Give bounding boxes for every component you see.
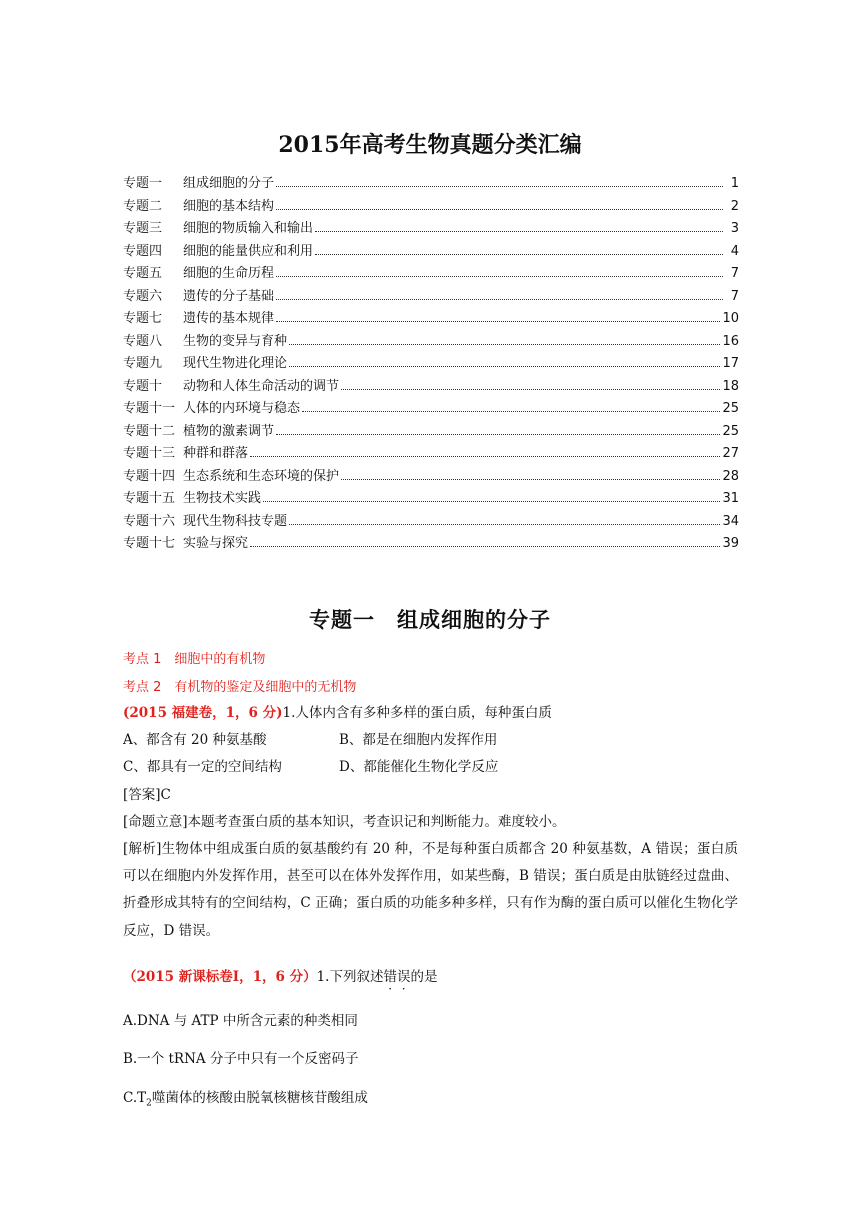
toc-leader-dots <box>276 275 723 277</box>
toc-entry-page: 25 <box>722 423 739 439</box>
toc-entry-title: 遗传的基本规律 <box>183 311 275 326</box>
question-1 <box>123 700 738 945</box>
toc-leader-dots <box>341 478 720 480</box>
toc-entry-title: 现代生物科技专题 <box>183 513 288 529</box>
toc-entry[interactable] <box>123 352 739 375</box>
toc-entry-number: 专题六 <box>123 288 163 304</box>
toc-entry[interactable] <box>123 330 739 353</box>
toc-entry-number: 专题十一 <box>123 401 176 416</box>
kaodian-2: 考点 2 有机物的鉴定及细胞中的无机物 <box>123 680 357 695</box>
toc-entry-title: 生态系统和生态环境的保护 <box>183 468 340 484</box>
toc-entry[interactable] <box>123 217 739 240</box>
toc-entry-page: 7 <box>730 266 739 281</box>
toc-entry-title: 生物的变异与育种 <box>183 333 288 349</box>
toc-leader-dots <box>276 208 723 210</box>
toc-entry[interactable] <box>123 195 739 218</box>
option-a: A、都含有 20 种氨基酸 <box>123 732 267 749</box>
toc-entry-page: 27 <box>722 446 739 461</box>
toc-entry-page: 4 <box>730 243 739 259</box>
toc-leader-dots <box>289 343 720 345</box>
toc-leader-dots <box>263 500 720 502</box>
toc-entry-number: 专题五 <box>123 266 163 281</box>
toc-entry-title: 细胞的生命历程 <box>183 266 275 281</box>
toc-entry-page: 17 <box>722 356 739 371</box>
answer: [答案]C <box>123 786 171 803</box>
question-2-stem <box>123 965 437 985</box>
toc-entry-title: 生物技术实践 <box>183 491 262 506</box>
toc-entry[interactable] <box>123 510 739 533</box>
toc-entry-number: 专题十三 <box>123 446 176 461</box>
options-row-1 <box>123 727 738 754</box>
toc-leader-dots <box>315 253 723 255</box>
toc-entry-page: 25 <box>722 401 739 416</box>
option-c-text: 噬菌体的核酸由脱氧核糖核苷酸组成 <box>151 1090 368 1106</box>
toc-entry-number: 专题四 <box>123 243 163 259</box>
emphasis-char-2: 误 <box>396 969 411 985</box>
toc-entry-title: 人体的内环境与稳态 <box>183 401 301 416</box>
toc-entry-title: 种群和群落 <box>183 446 249 461</box>
toc-entry[interactable] <box>123 375 739 398</box>
toc-entry[interactable] <box>123 172 739 195</box>
toc-entry-page: 2 <box>730 198 739 214</box>
document-title: 2015年高考生物真题分类汇编 <box>278 132 582 158</box>
options-row-2 <box>123 754 738 781</box>
toc-leader-dots <box>302 410 720 412</box>
toc-entry-title: 细胞的能量供应和利用 <box>183 243 314 259</box>
toc-entry-number: 专题十 <box>123 378 163 394</box>
toc-leader-dots <box>250 545 720 547</box>
question-1-stem <box>123 700 738 727</box>
toc-leader-dots <box>250 455 720 457</box>
kaodian-1: 考点 1 细胞中的有机物 <box>123 652 266 667</box>
toc-entry-number: 专题七 <box>123 311 163 326</box>
toc-entry-page: 28 <box>722 468 739 484</box>
toc-entry[interactable] <box>123 487 739 510</box>
table-of-contents <box>123 172 739 555</box>
toc-leader-dots <box>276 185 723 187</box>
toc-leader-dots <box>276 320 720 322</box>
section-title: 专题一 组成细胞的分子 <box>309 607 551 632</box>
toc-entry-page: 3 <box>730 221 739 236</box>
option-c: C、都具有一定的空间结构 <box>123 759 282 776</box>
toc-entry[interactable] <box>123 442 739 465</box>
toc-entry-title: 实验与探究 <box>183 536 249 551</box>
toc-entry[interactable] <box>123 240 739 263</box>
toc-entry-title: 遗传的分子基础 <box>183 288 275 304</box>
question-2-text-pre: 1.下列叙述 <box>316 969 384 985</box>
toc-entry-title: 细胞的物质输入和输出 <box>183 221 314 236</box>
option-d: D、都能催化生物化学反应 <box>339 759 499 776</box>
emphasis-char-1: 错 <box>383 969 397 985</box>
toc-leader-dots <box>289 365 720 367</box>
toc-entry-page: 7 <box>730 288 739 304</box>
question-2-option-a: A.DNA 与 ATP 中所含元素的种类相同 <box>123 1013 358 1029</box>
toc-entry-page: 34 <box>722 513 739 529</box>
question-2-option-b: B.一个 tRNA 分子中只有一个反密码子 <box>123 1051 359 1067</box>
toc-entry-number: 专题九 <box>123 356 163 371</box>
question-2-option-c <box>123 1086 368 1109</box>
toc-entry[interactable] <box>123 420 739 443</box>
toc-entry-page: 1 <box>730 176 739 191</box>
toc-leader-dots <box>276 298 723 300</box>
toc-entry-title: 细胞的基本结构 <box>183 198 275 214</box>
toc-entry[interactable] <box>123 465 739 488</box>
toc-entry[interactable] <box>123 532 739 555</box>
toc-entry-number: 专题八 <box>123 333 163 349</box>
option-c-subscript: 2 <box>146 1098 152 1109</box>
toc-entry[interactable] <box>123 262 739 285</box>
toc-entry-number: 专题十四 <box>123 468 176 484</box>
toc-entry-page: 10 <box>722 311 739 326</box>
toc-entry-number: 专题三 <box>123 221 163 236</box>
question-1-text: 1.人体内含有多种多样的蛋白质，每种蛋白质 <box>282 705 552 721</box>
toc-entry[interactable] <box>123 307 739 330</box>
question-2-text-post: 的是 <box>410 969 438 985</box>
toc-entry-page: 18 <box>722 378 739 394</box>
toc-entry-number: 专题一 <box>123 176 163 191</box>
toc-entry-page: 16 <box>722 333 739 349</box>
toc-leader-dots <box>276 433 720 435</box>
toc-entry-number: 专题十二 <box>123 423 176 439</box>
toc-leader-dots <box>315 230 723 232</box>
toc-entry-number: 专题十五 <box>123 491 176 506</box>
option-c-prefix: C.T <box>123 1090 147 1106</box>
toc-entry-number: 专题二 <box>123 198 163 214</box>
toc-entry[interactable] <box>123 285 739 308</box>
toc-leader-dots <box>289 523 720 525</box>
option-b: B、都是在细胞内发挥作用 <box>339 732 498 749</box>
toc-entry-title: 现代生物进化理论 <box>183 356 288 371</box>
toc-leader-dots <box>341 388 720 390</box>
analysis: [解析]生物体中组成蛋白质的氨基酸约有 20 种，不是每种蛋白质都含 20 种氨基数，A 错误；蛋白质可以在细胞内外发挥作用，甚至可以在体外发挥作用，如某些酶，B 错误；蛋白质是由肽链经过盘曲、折叠形成其特有的空间结构，C 正确；蛋白质的功能多种多样，只有作为酶的蛋白质可以催化生物化学反应，D 错误。 <box>123 841 738 939</box>
question-1-source: (2015 福建卷，1，6 分) <box>123 705 283 721</box>
question-2-source: （2015 新课标卷Ⅰ，1，6 分） <box>123 969 317 985</box>
toc-entry-number: 专题十六 <box>123 513 176 529</box>
toc-entry-number: 专题十七 <box>123 536 176 551</box>
toc-entry-title: 植物的激素调节 <box>183 423 275 439</box>
toc-entry-page: 39 <box>722 536 739 551</box>
toc-entry-title: 动物和人体生命活动的调节 <box>183 378 340 394</box>
toc-entry-title: 组成细胞的分子 <box>183 176 275 191</box>
toc-entry[interactable] <box>123 397 739 420</box>
question-intent: [命题立意]本题考查蛋白质的基本知识，考查识记和判断能力。难度较小。 <box>123 813 566 830</box>
toc-entry-page: 31 <box>722 491 739 506</box>
